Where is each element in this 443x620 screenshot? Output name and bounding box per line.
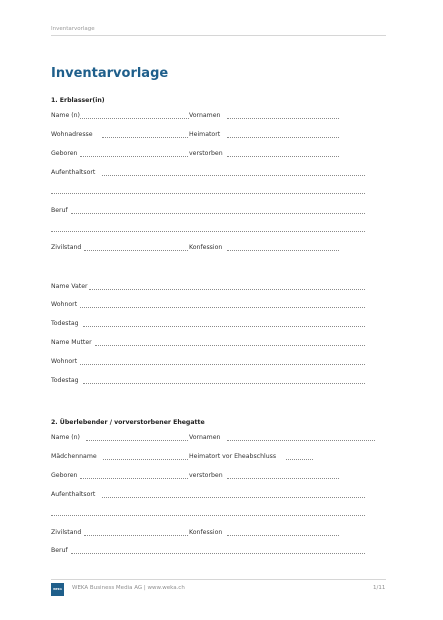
label-heimatort: Heimatort xyxy=(189,131,221,138)
page-title: Inventarvorlage xyxy=(51,66,169,81)
section-heading-erblasser: 1. Erblasser(in) xyxy=(51,97,105,104)
label-wohnadresse: Wohnadresse xyxy=(51,131,93,138)
label-name-vater: Name Vater xyxy=(51,283,88,290)
field-name[interactable] xyxy=(80,118,189,119)
field-verstorben-ehegatte[interactable] xyxy=(227,478,339,479)
field-heimatort[interactable] xyxy=(227,137,339,138)
label-konfession: Konfession xyxy=(189,244,223,251)
label-beruf-ehegatte: Beruf xyxy=(51,547,68,554)
field-name-ehegatte[interactable] xyxy=(86,440,188,441)
label-aufenthaltsort-ehegatte: Aufenthaltsort xyxy=(51,491,96,498)
field-aufenthaltsort-ehegatte[interactable] xyxy=(102,497,365,498)
field-wohnort-mutter[interactable] xyxy=(80,364,365,365)
field-name-vater[interactable] xyxy=(89,289,365,290)
field-todestag-vater[interactable] xyxy=(83,326,365,327)
field-beruf-ehegatte[interactable] xyxy=(71,553,365,554)
page-number: 1/11 xyxy=(373,585,386,591)
label-konfession-ehegatte: Konfession xyxy=(189,529,223,536)
field-wohnadresse[interactable] xyxy=(102,137,188,138)
label-wohnort-mutter: Wohnort xyxy=(51,358,78,365)
label-heimatort-eheabschluss: Heimatort vor Eheabschluss xyxy=(189,453,277,460)
label-todestag-mutter: Todestag xyxy=(51,377,79,384)
label-zivilstand: Zivilstand xyxy=(51,244,82,251)
footer-divider xyxy=(51,579,386,580)
label-aufenthaltsort: Aufenthaltsort xyxy=(51,169,96,176)
field-konfession-ehegatte[interactable] xyxy=(227,535,339,536)
label-geboren-ehegatte: Geboren xyxy=(51,472,78,479)
label-beruf: Beruf xyxy=(51,207,68,214)
field-geboren[interactable] xyxy=(80,156,188,157)
label-verstorben-ehegatte: verstorben xyxy=(189,472,223,479)
field-aufenthaltsort-ehegatte-line2[interactable] xyxy=(51,515,365,516)
field-wohnort-vater[interactable] xyxy=(80,307,365,308)
label-name-ehegatte: Name (n) xyxy=(51,434,80,441)
field-zivilstand-ehegatte[interactable] xyxy=(84,535,188,536)
label-name: Name (n) xyxy=(51,112,80,119)
field-beruf-line2[interactable] xyxy=(51,231,365,232)
field-todestag-mutter[interactable] xyxy=(83,383,365,384)
header-divider xyxy=(51,35,386,36)
field-beruf[interactable] xyxy=(71,213,365,214)
label-vornamen-ehegatte: Vornamen xyxy=(189,434,221,441)
running-header: Inventarvorlage xyxy=(51,26,95,32)
field-geboren-ehegatte[interactable] xyxy=(80,478,188,479)
field-vornamen-ehegatte[interactable] xyxy=(227,440,375,441)
field-konfession[interactable] xyxy=(227,250,339,251)
label-zivilstand-ehegatte: Zivilstand xyxy=(51,529,82,536)
label-todestag-vater: Todestag xyxy=(51,320,79,327)
section-heading-ehegatte: 2. Überlebender / vorverstorbener Ehegatte xyxy=(51,419,205,426)
footer-publisher: WEKA Business Media AG | www.weka.ch xyxy=(72,585,185,591)
label-vornamen: Vornamen xyxy=(189,112,221,119)
label-geboren: Geboren xyxy=(51,150,78,157)
field-aufenthaltsort[interactable] xyxy=(102,175,365,176)
field-vornamen[interactable] xyxy=(227,118,339,119)
label-wohnort-vater: Wohnort xyxy=(51,301,78,308)
field-name-mutter[interactable] xyxy=(95,345,365,346)
weka-logo: WEKA xyxy=(51,583,64,596)
field-maedchenname[interactable] xyxy=(103,459,188,460)
label-maedchenname: Mädchenname xyxy=(51,453,97,460)
field-zivilstand[interactable] xyxy=(84,250,188,251)
field-verstorben[interactable] xyxy=(227,156,339,157)
label-name-mutter: Name Mutter xyxy=(51,339,92,346)
field-aufenthaltsort-line2[interactable] xyxy=(51,193,365,194)
field-heimatort-eheabschluss[interactable] xyxy=(286,459,313,460)
label-verstorben: verstorben xyxy=(189,150,223,157)
